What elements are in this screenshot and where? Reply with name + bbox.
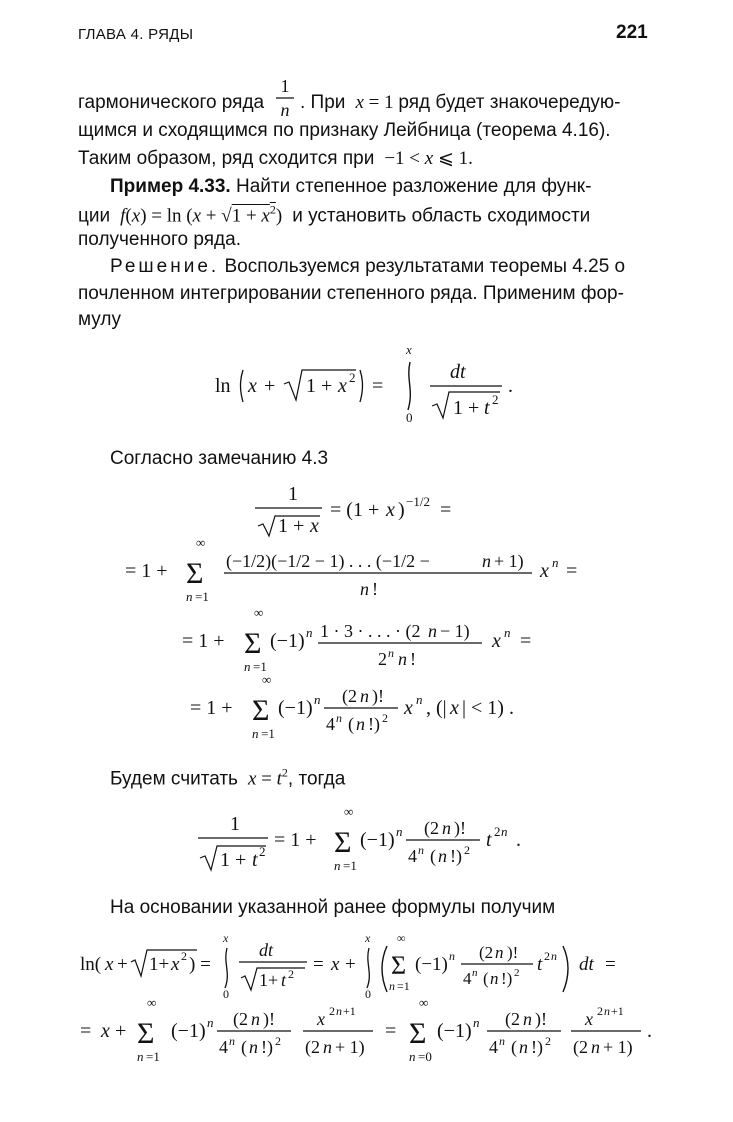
text-fragment: гармонического ряда [78, 92, 265, 113]
svg-text:t: t [537, 954, 543, 975]
svg-text:∞: ∞ [397, 931, 406, 945]
svg-text:(: ( [511, 1037, 517, 1057]
svg-text:(: ( [241, 1037, 247, 1057]
svg-text:2: 2 [494, 824, 501, 839]
example-line-3: полученного ряда. [78, 229, 241, 250]
svg-text:4: 4 [408, 846, 417, 866]
svg-text:dt: dt [259, 940, 274, 960]
svg-text:2: 2 [382, 711, 388, 725]
svg-text:n: n [490, 969, 499, 988]
svg-text:x: x [171, 954, 180, 975]
svg-text:(2: (2 [479, 943, 494, 962]
svg-text:(: ( [348, 714, 354, 734]
svg-text:(−1): (−1) [415, 954, 448, 975]
svg-text:n: n [336, 711, 342, 725]
svg-text:n: n [251, 1009, 260, 1029]
remark-line: Согласно замечанию 4.3 [110, 448, 329, 469]
svg-text:4: 4 [489, 1037, 498, 1057]
svg-text:2: 2 [544, 949, 550, 963]
svg-text:=: = [520, 630, 532, 652]
svg-text:t: t [486, 829, 492, 851]
svg-text:) =: ) = [189, 954, 211, 975]
formula-binomial-line-4 [120, 672, 600, 747]
svg-text:−1/2: −1/2 [406, 494, 430, 509]
svg-text:n: n [396, 824, 403, 839]
svg-text:t: t [281, 970, 287, 990]
svg-text:+: + [117, 954, 128, 975]
svg-text:∞: ∞ [254, 605, 264, 620]
svg-text:2: 2 [329, 1004, 335, 1018]
svg-text:2: 2 [545, 1034, 551, 1048]
formula-integral-representation [210, 340, 530, 430]
svg-text:0: 0 [365, 987, 371, 1001]
svg-text:n: n [416, 692, 423, 707]
formula-binomial-line-2 [120, 535, 620, 610]
svg-text:(2: (2 [342, 686, 357, 706]
svg-text:=: = [566, 560, 578, 582]
svg-text:+ 1): + 1) [494, 551, 524, 571]
example-label: Пример 4.33. [110, 176, 231, 197]
svg-text:(2: (2 [305, 1037, 320, 1057]
svg-text:(−1/2)(−1/2 − 1) . . . (−1/2 −: (−1/2)(−1/2 − 1) . . . (−1/2 − [226, 551, 430, 571]
svg-text:=0: =0 [418, 1049, 432, 1064]
svg-text:)!: )! [263, 1009, 275, 1029]
svg-text:n: n [360, 686, 369, 706]
text-fragment: , тогда [287, 768, 346, 790]
svg-text:=1: =1 [195, 589, 209, 604]
solution-line-3: мулу [78, 309, 121, 330]
svg-text:n: n [334, 858, 341, 873]
svg-text:=1: =1 [253, 659, 267, 674]
svg-text:)!: )! [454, 818, 466, 838]
svg-text:=: = [372, 375, 384, 397]
page-number: 221 [616, 22, 648, 43]
svg-text:n: n [356, 714, 365, 734]
svg-text:x: x [585, 1009, 593, 1029]
svg-text:Σ: Σ [244, 627, 262, 660]
svg-text:n: n [591, 1037, 600, 1057]
svg-text:∞: ∞ [196, 535, 206, 550]
svg-text:Σ: Σ [391, 951, 407, 980]
svg-text:∞: ∞ [262, 672, 272, 687]
svg-text:2: 2 [259, 844, 266, 859]
svg-text:(2: (2 [233, 1009, 248, 1029]
svg-text:Σ: Σ [334, 826, 352, 859]
text-fragment: ряд будет знакочередую- [398, 92, 621, 113]
svg-text:+: + [264, 375, 276, 397]
svg-text:x: x [105, 954, 114, 975]
svg-text:x: x [331, 954, 340, 975]
svg-text:=: = [385, 1020, 397, 1042]
text-fragment: Будем считать [110, 768, 238, 790]
svg-text:n: n [186, 589, 193, 604]
svg-text:2: 2 [288, 967, 294, 981]
formula-binomial-line-3 [120, 605, 600, 677]
svg-text:n: n [442, 818, 451, 838]
svg-text:= 1 +: = 1 + [182, 630, 225, 652]
svg-text:n: n [551, 949, 557, 963]
svg-text:x: x [404, 697, 413, 719]
paragraph-1-line-2: щимся и сходящимся по признаку Лейбница (теорема 4.16). [78, 120, 611, 141]
svg-text:n: n [504, 625, 511, 640]
svg-text:n: n [482, 551, 491, 571]
svg-text:x: x [310, 515, 319, 537]
svg-text:1: 1 [280, 76, 290, 96]
svg-text:n: n [604, 1004, 610, 1018]
svg-text:+ 1): + 1) [335, 1037, 365, 1057]
svg-text:n: n [473, 1015, 480, 1030]
formula-final-line-1 [75, 928, 665, 1003]
svg-text:dt: dt [579, 954, 594, 975]
paragraph-1-line-1 [78, 92, 264, 114]
svg-text:n: n [137, 1049, 144, 1064]
svg-text:n: n [438, 846, 447, 866]
svg-text:n: n [495, 943, 504, 962]
svg-text:n: n [449, 949, 455, 963]
svg-text:∞: ∞ [147, 995, 157, 1010]
svg-text:n: n [249, 1037, 258, 1057]
svg-text:!): !) [501, 969, 513, 988]
svg-text:4: 4 [219, 1037, 228, 1057]
svg-text:n: n [472, 967, 478, 979]
svg-text:+1: +1 [611, 1004, 624, 1018]
svg-text:n: n [336, 1004, 342, 1018]
svg-text:− 1): − 1) [440, 621, 470, 641]
svg-text:1 +: 1 + [220, 849, 247, 871]
svg-text:t: t [252, 849, 258, 871]
svg-text:1+: 1+ [149, 954, 170, 975]
svg-text:= 1 +: = 1 + [190, 697, 233, 719]
svg-text:2: 2 [349, 370, 356, 385]
svg-text:x: x [386, 499, 395, 521]
svg-text:)!: )! [507, 943, 519, 962]
svg-text:x: x [406, 342, 412, 357]
svg-text:(−1): (−1) [278, 697, 313, 719]
svg-text:4: 4 [326, 714, 335, 734]
svg-text:n: n [428, 621, 437, 641]
text-fragment: ции [78, 205, 111, 227]
svg-text:!): !) [261, 1037, 273, 1057]
formula-final-line-2 [75, 995, 675, 1075]
svg-text:Σ: Σ [252, 694, 270, 727]
svg-text:x: x [492, 630, 501, 652]
svg-text:n: n [499, 1034, 505, 1048]
svg-text:x: x [365, 931, 371, 945]
svg-text:n: n [229, 1034, 235, 1048]
solution-label: Решение. [110, 256, 220, 277]
paragraph-1-line-1b: . При x = 1 ряд будет знакочередую- [300, 92, 621, 113]
svg-text:x: x [101, 1020, 110, 1042]
svg-text:x: x [223, 931, 229, 945]
svg-text:)!: )! [535, 1009, 547, 1029]
svg-text:1: 1 [230, 813, 240, 835]
svg-text:dt: dt [450, 361, 466, 383]
svg-text:!): !) [450, 846, 462, 866]
svg-text:(−1): (−1) [171, 1020, 206, 1042]
text-fragment: Воспользуемся результатами теоремы 4.25 о [224, 256, 626, 277]
solution-line-2: почленном интегрировании степенного ряда. Применим фор- [78, 283, 624, 304]
math-inline: x [350, 92, 364, 113]
svg-text:.: . [647, 1020, 652, 1042]
svg-text:2: 2 [275, 1034, 281, 1048]
svg-text:+1: +1 [343, 1004, 356, 1018]
svg-text:n: n [207, 1015, 214, 1030]
svg-text:∞: ∞ [419, 995, 429, 1010]
svg-text:(2: (2 [424, 818, 439, 838]
svg-text:=1: =1 [261, 726, 275, 741]
svg-text:n: n [519, 1037, 528, 1057]
svg-text:+: + [115, 1020, 127, 1042]
svg-text:2: 2 [514, 967, 520, 979]
svg-text:x: x [317, 1009, 325, 1029]
text-fragment: Таким образом, ряд сходится при [78, 148, 375, 169]
svg-text:ln: ln [215, 375, 231, 397]
example-line-1 [110, 176, 591, 198]
running-header: ГЛАВА 4. РЯДЫ [78, 26, 194, 43]
svg-text:n: n [314, 692, 321, 707]
svg-text:n: n [418, 843, 424, 857]
svg-text:=: = [80, 1020, 92, 1042]
svg-text:=1: =1 [146, 1049, 160, 1064]
svg-text:1: 1 [288, 483, 298, 505]
svg-text:): ) [398, 499, 405, 521]
svg-text:∞: ∞ [344, 804, 354, 819]
substitution-line: Будем считать $x = t^2$, тогда [110, 766, 346, 790]
svg-text:!): !) [531, 1037, 543, 1057]
svg-text:+: + [345, 954, 356, 975]
svg-text:=1: =1 [343, 858, 357, 873]
svg-text:.: . [516, 829, 521, 851]
svg-text:n: n [501, 824, 508, 839]
svg-text:(−1): (−1) [437, 1020, 472, 1042]
svg-text:t: t [484, 397, 490, 419]
svg-text:2: 2 [378, 649, 387, 669]
conclusion-line: На основании указанной ранее формулы получим [110, 897, 556, 918]
text-fragment: и установить область сходимости [292, 205, 591, 227]
svg-text:+ 1): + 1) [603, 1037, 633, 1057]
svg-text:x: x [450, 697, 459, 719]
svg-text:n: n [409, 1049, 416, 1064]
svg-text:(: ( [483, 969, 489, 988]
svg-text:n: n [323, 1037, 332, 1057]
text-fragment: Найти степенное разложение для функ- [236, 176, 592, 197]
svg-text:1 · 3 · . . . · (2: 1 · 3 · . . . · (2 [320, 621, 421, 641]
svg-text:n: n [389, 979, 395, 993]
svg-text:n: n [398, 649, 407, 669]
svg-text:x: x [540, 560, 549, 582]
svg-text:, (|: , (| [426, 697, 447, 719]
svg-text:=: = [605, 954, 616, 975]
fraction-1-over-n [270, 74, 300, 124]
svg-text:2: 2 [492, 392, 499, 407]
svg-text:n: n [280, 100, 290, 120]
svg-text:(: ( [430, 846, 436, 866]
svg-text:= 1 +: = 1 + [125, 560, 168, 582]
svg-text:x: x [248, 375, 257, 397]
svg-text:n: n [252, 726, 259, 741]
svg-text:(−1): (−1) [270, 630, 305, 652]
svg-text:2: 2 [181, 949, 187, 963]
solution-line-1 [110, 256, 625, 278]
svg-text:.: . [508, 375, 513, 397]
svg-text:=: = [440, 499, 452, 521]
svg-text:x: x [338, 375, 347, 397]
svg-text:n: n [552, 555, 559, 570]
svg-text:n: n [388, 646, 394, 660]
text-fragment: . При [300, 92, 346, 113]
example-line-2: ции $f(x) = \ln (x + √1 + \overline{x}^2)$ и установить область сходимости [78, 203, 591, 227]
svg-text:(−1): (−1) [360, 829, 395, 851]
paragraph-1-line-3: Таким образом, ряд сходится при −1 < x ⩽ 1. [78, 148, 473, 169]
svg-text:(2: (2 [573, 1037, 588, 1057]
svg-text:n: n [306, 625, 313, 640]
svg-text:!: ! [372, 579, 378, 599]
svg-text:Σ: Σ [409, 1017, 427, 1050]
svg-text:n: n [244, 659, 251, 674]
svg-text:1+: 1+ [259, 970, 279, 990]
svg-text:4: 4 [463, 969, 472, 988]
svg-text:n: n [523, 1009, 532, 1029]
svg-text:Σ: Σ [186, 557, 204, 590]
formula-substituted-series [190, 800, 550, 880]
svg-text:!): !) [368, 714, 380, 734]
svg-text:0: 0 [223, 987, 229, 1001]
svg-text:!: ! [410, 649, 416, 669]
svg-text:)!: )! [372, 686, 384, 706]
svg-text:| < 1) .: | < 1) . [462, 697, 514, 719]
svg-text:2: 2 [597, 1004, 603, 1018]
svg-text:2: 2 [464, 843, 470, 857]
svg-text:=1: =1 [397, 979, 410, 993]
svg-text:= (1 +: = (1 + [330, 499, 380, 521]
svg-text:Σ: Σ [137, 1017, 155, 1050]
svg-text:0: 0 [406, 410, 413, 425]
svg-text:= 1 +: = 1 + [274, 829, 317, 851]
svg-text:1 +: 1 + [278, 515, 305, 537]
svg-text:=: = [313, 954, 324, 975]
svg-text:n: n [360, 579, 369, 599]
svg-text:1 +: 1 + [306, 375, 333, 397]
svg-text:ln(: ln( [80, 954, 102, 975]
svg-text:1 +: 1 + [453, 397, 480, 419]
svg-text:(2: (2 [505, 1009, 520, 1029]
